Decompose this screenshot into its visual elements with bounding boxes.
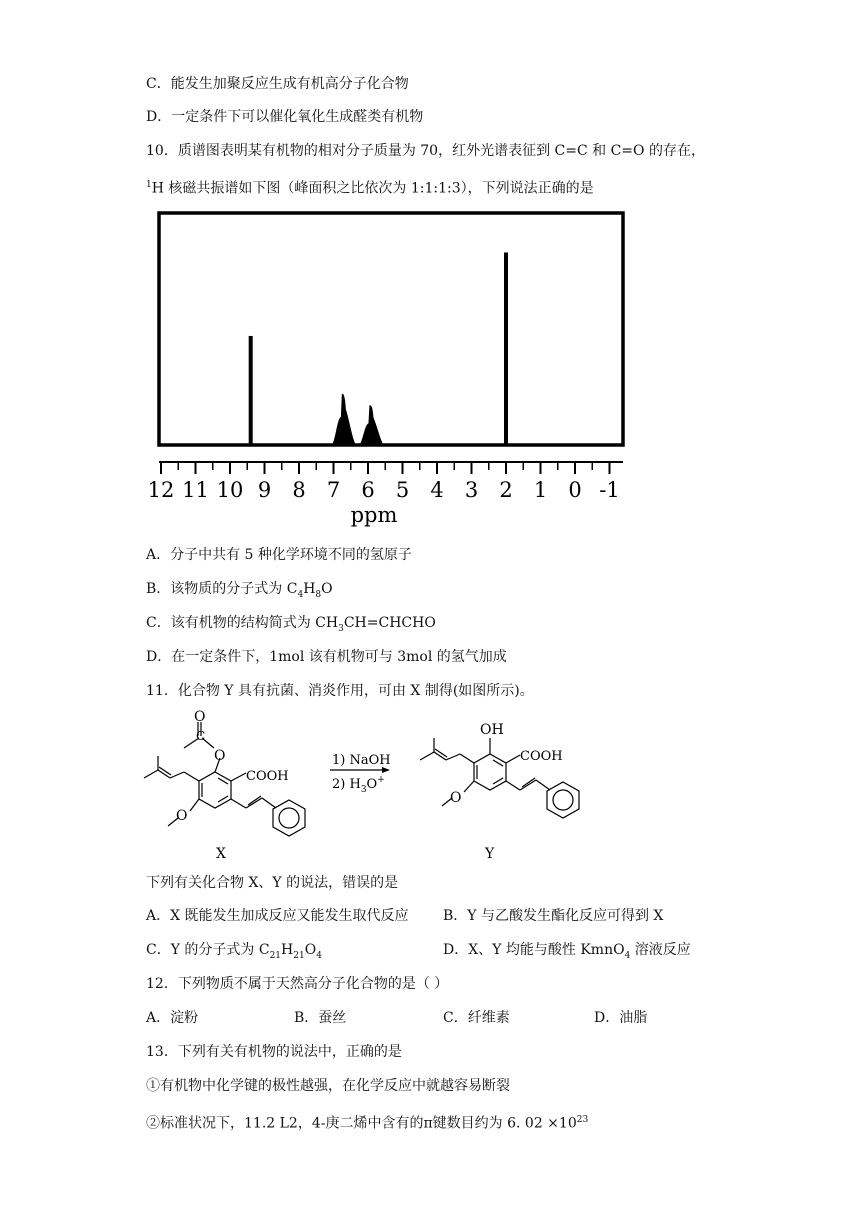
subscript: 8 — [315, 589, 322, 600]
subscript: 4 — [297, 589, 304, 600]
q12-option-b: B．蚕丝 — [294, 1010, 347, 1026]
tick-label: 8 — [292, 478, 306, 502]
axis-label-ppm: ppm — [350, 503, 398, 527]
text: 溶液反应 — [630, 942, 691, 958]
text: O — [304, 942, 317, 958]
text: H — [303, 581, 316, 597]
tick-label: 11 — [182, 478, 209, 502]
tick-label: 12 — [147, 478, 175, 502]
subscript: 21 — [269, 950, 282, 961]
text: C．Y 的分子式为 C — [146, 942, 270, 958]
q13-statement-2 — [146, 1111, 588, 1133]
text: ②标准状况下，11.2 L2，4-庚二烯中含有的π键数目约为 6. 02 ×10 — [146, 1115, 577, 1132]
q10-stem-line2 — [146, 176, 594, 198]
text: C．该有机物的结构简式为 CH — [146, 615, 339, 631]
cooh-label-y: COOH — [520, 749, 563, 764]
q9-option-c: C．能发生加聚反应生成有机高分子化合物 — [146, 76, 409, 92]
q11-option-b: B．Y 与乙酸发生酯化反应可得到 X — [443, 908, 664, 924]
reagent-1: 1) NaOH — [332, 753, 391, 768]
reaction-scheme — [140, 708, 600, 870]
q13-stem: 13．下列有关有机物的说法中，正确的是 — [146, 1044, 402, 1060]
subscript: 4 — [316, 950, 322, 961]
spectrum-peak — [504, 252, 508, 445]
tick-label: 7 — [326, 478, 341, 502]
q10-option-b — [146, 580, 333, 604]
subscript: 21 — [293, 950, 305, 961]
peaks — [249, 252, 508, 445]
tick-label: 2 — [499, 478, 513, 502]
text: B．该物质的分子式为 C — [146, 581, 298, 597]
tick-label: 1 — [533, 478, 548, 502]
axis-ticks — [161, 462, 610, 474]
spectrum-peak — [249, 336, 253, 445]
methoxy-o-label-x: O — [176, 808, 188, 824]
text: O — [321, 581, 333, 597]
acetyl-o-label: O — [194, 709, 206, 725]
q10-stem-line1: 10．质谱图表明某有机物的相对分子质量为 70，红外光谱表征到 C=C 和 C=O 的存在， — [146, 143, 705, 159]
tick-label: 6 — [361, 478, 375, 502]
q13-statement-1: ①有机物中化学键的极性越强，在化学反应中就越容易断裂 — [146, 1078, 510, 1094]
tick-label: 5 — [395, 478, 410, 502]
q12-stem: 12．下列物质不属于天然高分子化合物的是（ ） — [146, 976, 449, 992]
q11-question: 下列有关化合物 X、Y 的说法，错误的是 — [146, 875, 399, 891]
oh-label: OH — [480, 722, 504, 738]
subscript: 4 — [624, 950, 631, 961]
text: D．X、Y 均能与酸性 KmnO — [443, 942, 625, 958]
compound-y-label: Y — [485, 846, 495, 862]
q10-option-c — [146, 614, 436, 638]
axis-tick-labels — [148, 478, 620, 502]
methoxy-o-label-y: O — [450, 790, 462, 806]
cooh-label-x: COOH — [246, 769, 289, 784]
tick-label: 10 — [216, 478, 244, 502]
text: CH=CHCHO — [343, 615, 436, 631]
tick-label: 3 — [464, 478, 479, 502]
text: H — [281, 942, 294, 958]
spectrum-peak — [332, 394, 356, 445]
q12-option-c: C．纤维素 — [443, 1010, 510, 1026]
acetyl-c-label: C — [196, 729, 206, 743]
subscript: 3 — [338, 623, 344, 634]
spectrum-peak — [359, 405, 383, 445]
q11-option-c — [146, 941, 322, 965]
tick-label: -1 — [599, 478, 620, 502]
q10-option-a: A．分子中共有 5 种化学环境不同的氢原子 — [146, 547, 412, 563]
tick-label: 0 — [568, 478, 582, 502]
q9-option-d: D．一定条件下可以催化氧化生成醛类有机物 — [146, 109, 424, 125]
q10-option-d: D．在一定条件下，1mol 该有机物可与 3mol 的氢气加成 — [146, 649, 507, 665]
q10-stem-text: H 核磁共振谱如下图（峰面积之比依次为 1:1:1:3），下列说法正确的是 — [151, 180, 594, 197]
tick-label: 4 — [430, 478, 444, 502]
spectrum-frame — [159, 213, 623, 445]
superscript: 23 — [576, 1115, 589, 1125]
q11-option-d — [443, 941, 691, 965]
q12-option-a: A．淀粉 — [146, 1010, 199, 1026]
q11-option-a: A．X 既能发生加成反应又能发生取代反应 — [146, 908, 409, 924]
tick-label: 9 — [257, 478, 272, 502]
compound-x-label: X — [216, 846, 226, 862]
nmr-spectrum — [140, 208, 640, 528]
reagent-2: 2) $H_3O^+$ — [332, 775, 385, 795]
q12-option-d: D．油脂 — [594, 1010, 648, 1026]
ester-o-label: O — [214, 748, 226, 764]
superscript: 1 — [146, 180, 152, 190]
q11-stem: 11．化合物 Y 具有抗菌、消炎作用，可由 X 制得(如图所示)。 — [146, 683, 534, 699]
